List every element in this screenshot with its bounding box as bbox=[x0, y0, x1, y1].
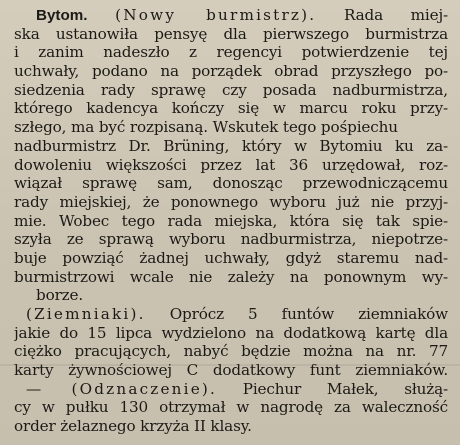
article-line: borze. bbox=[36, 286, 84, 305]
article-line-section-ziemniaki bbox=[14, 305, 448, 324]
article-line-1 bbox=[14, 6, 448, 25]
article-text-fragment: Rada miej- bbox=[343, 6, 448, 24]
article-line: dowoleniu większości przez lat 36 urzędował, roz- bbox=[14, 155, 448, 174]
article-line: mie. Wobec tego rada miejska, która się tak spie- bbox=[14, 211, 448, 230]
article-line: rady miejskiej, że ponownego wyboru już nie przyj- bbox=[14, 192, 448, 211]
article-text-fragment: Piechur Małek, służą- bbox=[242, 379, 448, 398]
section-title-odznaczenie: — (Odznaczenie). bbox=[26, 379, 218, 398]
article-line: ska ustanowiła pensyę dla pierwszego burmistrza bbox=[14, 24, 448, 43]
article-line: order żelaznego krzyża II klasy. bbox=[14, 417, 252, 436]
article-line: wiązał sprawę sam, donosząc przewodniczącemu bbox=[14, 174, 448, 193]
article-text-fragment: Oprócz 5 funtów ziemniaków bbox=[169, 305, 448, 323]
article-line: szyła ze sprawą wyboru nadburmistrza, niepotrze- bbox=[14, 230, 448, 249]
article-line: siedzenia rady sprawę czy posada nadburmistrza, bbox=[14, 80, 448, 99]
article-line: burmistrzowi wcale nie zależy na ponownym wy- bbox=[14, 267, 448, 286]
article-line: którego kadencya kończy się w marcu roku przy- bbox=[14, 99, 448, 118]
section-title-ziemniaki: (Ziemniaki). bbox=[26, 305, 146, 323]
paper-fold-line bbox=[0, 364, 460, 366]
article-line: cy w pułku 130 otrzymał w nagrodę za waleczność bbox=[14, 398, 448, 417]
article-line: jakie do 15 lipca wydzielono na dodatkową kartę dla bbox=[14, 323, 448, 342]
article-line: karty żywnościowej C dodatkowy funt ziemniaków. bbox=[14, 361, 448, 380]
article-heading-city: Bytom. bbox=[36, 7, 88, 24]
article-line: szłego, ma być rozpisaną. Wskutek tego pośpiechu bbox=[14, 118, 398, 137]
article-line: uchwały, podano na porządek obrad przyszłego po- bbox=[14, 62, 448, 81]
article-line: ciężko pracujących, nabyć będzie można na nr. 77 bbox=[14, 342, 448, 361]
article-line: i zanim nadeszło z regencyi potwierdzenie tej bbox=[14, 43, 448, 62]
article-title: (Nowy burmistrz). bbox=[115, 6, 317, 24]
article-line: nadburmistrz Dr. Brüning, który w Bytomiu ku za- bbox=[14, 136, 448, 155]
article-line: buje powziąć żadnej uchwały, gdyż staremu nad- bbox=[14, 248, 448, 267]
article-line-section-odznaczenie bbox=[14, 380, 448, 399]
